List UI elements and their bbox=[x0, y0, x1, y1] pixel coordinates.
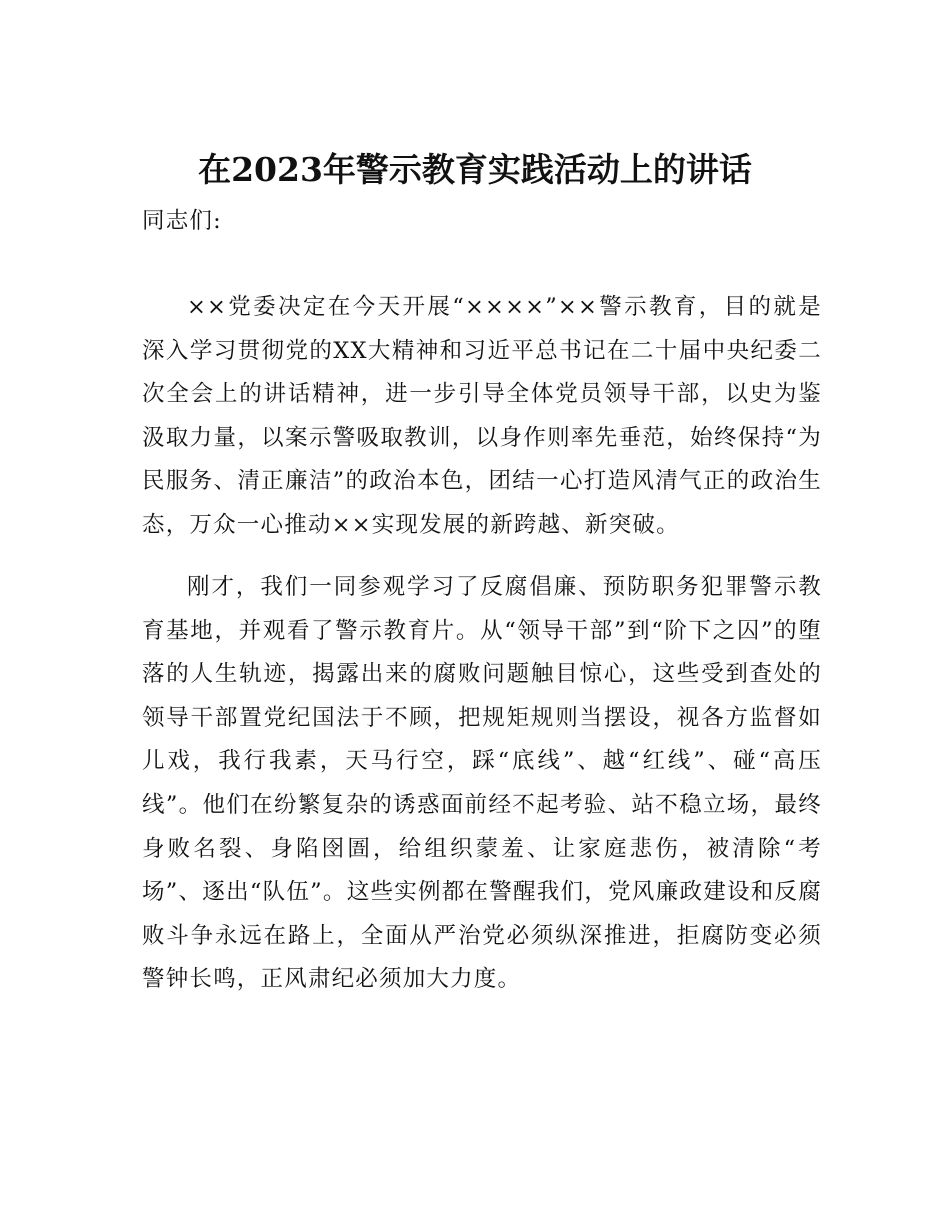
paragraph-1: ××党委决定在今天开展“××××”××警示教育，目的就是深入学习贯彻党的XX大精神和习近平总书记在二十届中央纪委二次全会上的讲话精神，进一步引导全体党员领导干部，以史为鉴汲取力量，以案示警吸取教训，以身作则率先垂范，始终保持“为民服务、清正廉洁”的政治本色，团结一心打造风清气正的政治生态，万众一心推动××实现发展的新跨越、新突破。 bbox=[142, 294, 822, 538]
document-title: 在2023年警示教育实践活动上的讲话 bbox=[198, 150, 752, 189]
salutation: 同志们: bbox=[142, 208, 222, 234]
paragraph-2: 刚才，我们一同参观学习了反腐倡廉、预防职务犯罪警示教育基地，并观看了警示教育片。从“领导干部”到“阶下之囚”的堕落的人生轨迹，揭露出来的腐败问题触目惊心，这些受到查处的领导干部置党纪国法于不顾，把规矩规则当摆设，视各方监督如儿戏，我行我素，天马行空，踩“底线”、越“红线”、碰“高压线”。他们在纷繁复杂的诱惑面前经不起考验、站不稳立场，最终身败名裂、身陷囹圄，给组织蒙羞、让家庭悲伤，被清除“考场”、逐出“队伍”。这些实例都在警醒我们，党风廉政建设和反腐败斗争永远在路上，全面从严治党必须纵深推进，拒腐防变必须警钟长鸣，正风肃纪必须加大力度。 bbox=[142, 574, 822, 993]
